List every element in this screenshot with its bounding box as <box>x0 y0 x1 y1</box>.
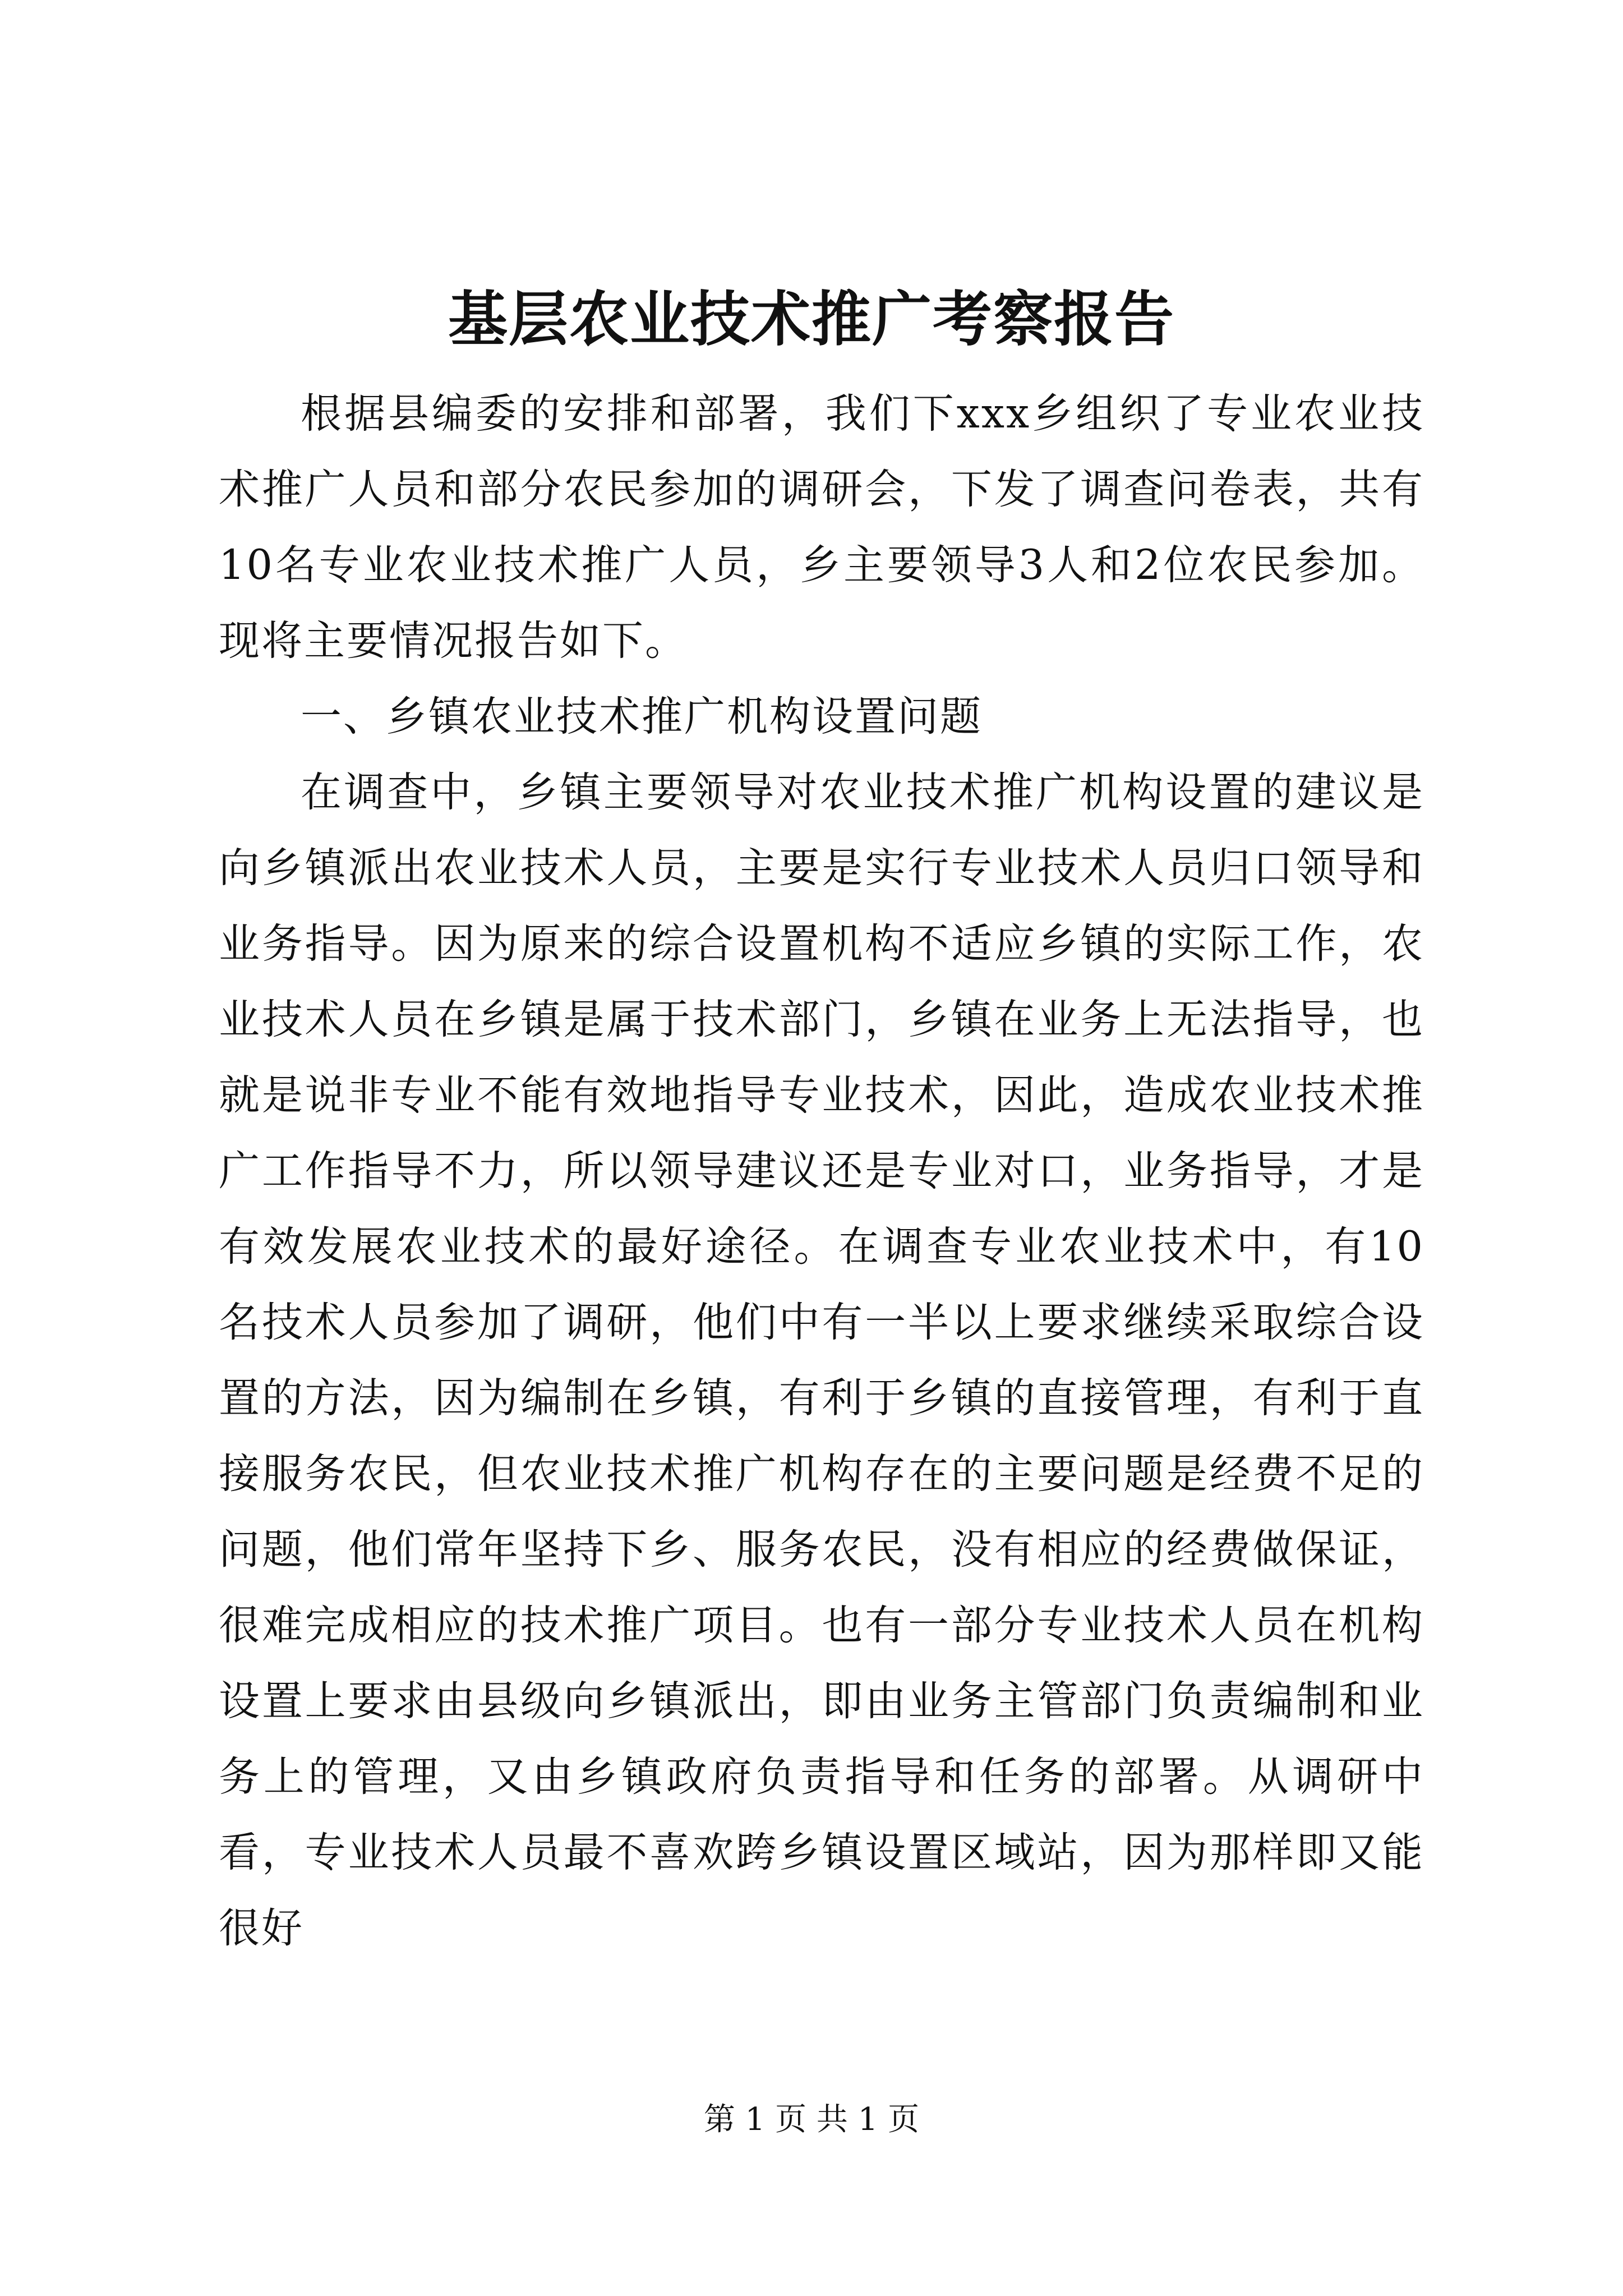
section-heading: 一、乡镇农业技术推广机构设置问题 <box>301 693 983 740</box>
paragraph-intro: 根据县编委的安排和部署，我们下xxx乡组织了专业农业技术推广人员和部分农民参加的调研会，下发了调查问卷表，共有10名专业农业技术推广人员，乡主要领导3人和2位农民参加。现将主要情况报告如下。 <box>219 390 1424 665</box>
document-body <box>219 376 1424 1966</box>
paragraph-section-one: 在调查中，乡镇主要领导对农业技术推广机构设置的建议是向乡镇派出农业技术人员，主要是实行专业技术人员归口领导和业务指导。因为原来的综合设置机构不适应乡镇的实际工作，农业技术人员在乡镇是属于技术部门，乡镇在业务上无法指导，也就是说非专业不能有效地指导专业技术，因此，造成农业技术推广工作指导不力，所以领导建议还是专业对口，业务指导，才是有效发展农业技术的最好途径。在调查专业农业技术中，有10名技术人员参加了调研，他们中有一半以上要求继续采取综合设置的方法，因为编制在乡镇，有利于乡镇的直接管理，有利于直接服务农民，但农业技术推广机构存在的主要问题是经费不足的问题，他们常年坚持下乡、服务农民，没有相应的经费做保证，很难完成相应的技术推广项目。也有一部分专业技术人员在机构设置上要求由县级向乡镇派出，即由业务主管部门负责编制和业务上的管理，又由乡镇政府负责指导和任务的部署。从调研中看，专业技术人员最不喜欢跨乡镇设置区域站，因为那样即又能很好 <box>219 769 1424 1952</box>
page-footer: 第 1 页 共 1 页 <box>703 2101 920 2138</box>
document-title: 基层农业技术推广考察报告 <box>448 284 1175 354</box>
